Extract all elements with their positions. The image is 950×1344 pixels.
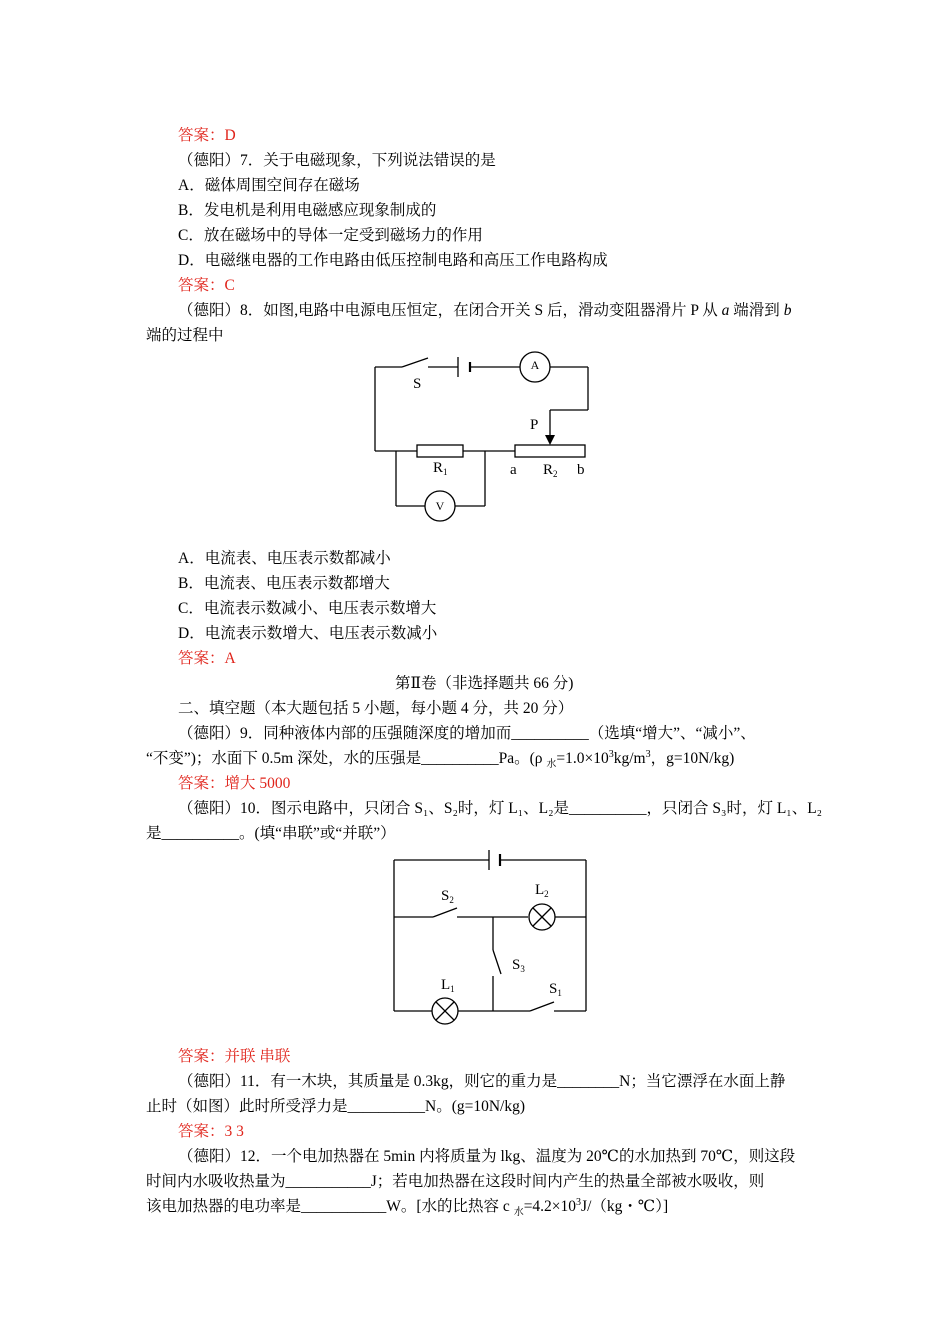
switch-s1-blade: [530, 1002, 554, 1011]
question-8-stem: （德阳）8．如图,电路中电源电压恒定，在闭合开关 S 后，滑动变阻器滑片 P 从 a 端滑到 b: [178, 302, 792, 319]
switch-s3-blade: [493, 950, 501, 974]
r1-label: $R_1$: [433, 460, 448, 477]
s2-label: $S_2$: [441, 888, 454, 905]
q7-option-d: D．电磁继电器的工作电路由低压控制电路和高压工作电路构成: [178, 252, 608, 269]
answer-q8: 答案：A: [178, 650, 236, 667]
end-a-label: a: [510, 462, 517, 478]
r2-label: $R_2$: [543, 462, 558, 479]
q8-option-a: A．电流表、电压表示数都减小: [178, 550, 391, 567]
q8-circuit-diagram: [360, 348, 610, 526]
answer-q9: 答案：增大 5000: [178, 775, 291, 792]
resistor-r1: [417, 445, 463, 457]
slider-p-label: P: [530, 417, 539, 433]
l2-label: $L_2$: [535, 882, 549, 899]
answer-q6: 答案：D: [178, 127, 236, 144]
q7-option-a: A．磁体周围空间存在磁场: [178, 177, 360, 194]
q8-option-d: D．电流表示数增大、电压表示数减小: [178, 625, 438, 642]
voltmeter-label: V: [435, 499, 445, 513]
ammeter-label: A: [530, 358, 540, 372]
question-9-line1: （德阳）9．同种液体内部的压强随深度的增加而__________（选填“增大”、“减小”、: [178, 725, 756, 742]
q7-option-b: B．发电机是利用电磁感应现象制成的: [178, 202, 437, 219]
question-10-line1: （德阳）10．图示电路中，只闭合 S₁、S₂时，灯 L₁、L₂是__________，只闭合 S₃时，灯 L₁、L₂: [178, 800, 823, 817]
s1-label: $S_1$: [549, 981, 562, 998]
question-8-stem-line2: 端的过程中: [146, 327, 224, 344]
switch-s2-blade: [433, 908, 457, 917]
slider-arrowhead: [545, 435, 555, 445]
l1-label: $L_1$: [441, 977, 455, 994]
question-9-line2: “不变”)；水面下 0.5m 深处，水的压强是__________Pa。(ρ $_水=1.0\times 10^3kg/m^3$，g=10N/kg): [146, 748, 735, 771]
s3-label: $S_3$: [512, 957, 525, 974]
section-2-title: 第Ⅱ卷（非选择题共 66 分): [395, 675, 574, 692]
q8-option-b: B．电流表、电压表示数都增大: [178, 575, 390, 592]
question-11-line2: 止时（如图）此时所受浮力是__________N。(g=10N/kg): [146, 1098, 526, 1115]
switch-s-label: S: [413, 376, 422, 392]
question-12-line2: 时间内水吸收热量为___________J；若电加热器在这段时间内产生的热量全部被水吸收，则: [146, 1173, 765, 1190]
question-7-stem: （德阳）7．关于电磁现象，下列说法错误的是: [178, 152, 496, 169]
question-12-line3: 该电加热器的电功率是___________W。[水的比热容 c $_水=4.2\times 10^3J/(kg$・℃）]: [146, 1196, 669, 1219]
q10-circuit-diagram: [380, 842, 600, 1032]
answer-q10: 答案：并联 串联: [178, 1048, 291, 1065]
section-2-intro: 二、填空题（本大题包括 5 小题，每小题 4 分，共 20 分）: [178, 700, 574, 717]
rheostat-r2: [515, 445, 585, 457]
switch-s-blade: [402, 358, 428, 367]
question-10-line2: 是__________。(填“串联”或“并联”）: [146, 825, 396, 842]
answer-q11: 答案：3 3: [178, 1123, 244, 1140]
question-12-line1: （德阳）12．一个电加热器在 5min 内将质量为 lkg、温度为 20℃的水加热到 70℃，则这段: [178, 1148, 796, 1165]
q8-option-c: C．电流表示数减小、电压表示数增大: [178, 600, 437, 617]
q7-option-c: C．放在磁场中的导体一定受到磁场力的作用: [178, 227, 483, 244]
answer-q7: 答案：C: [178, 277, 235, 294]
question-11-line1: （德阳）11．有一木块，其质量是 0.3kg，则它的重力是________N；当它漂浮在水面上静: [178, 1073, 786, 1090]
end-b-label: b: [577, 462, 585, 478]
